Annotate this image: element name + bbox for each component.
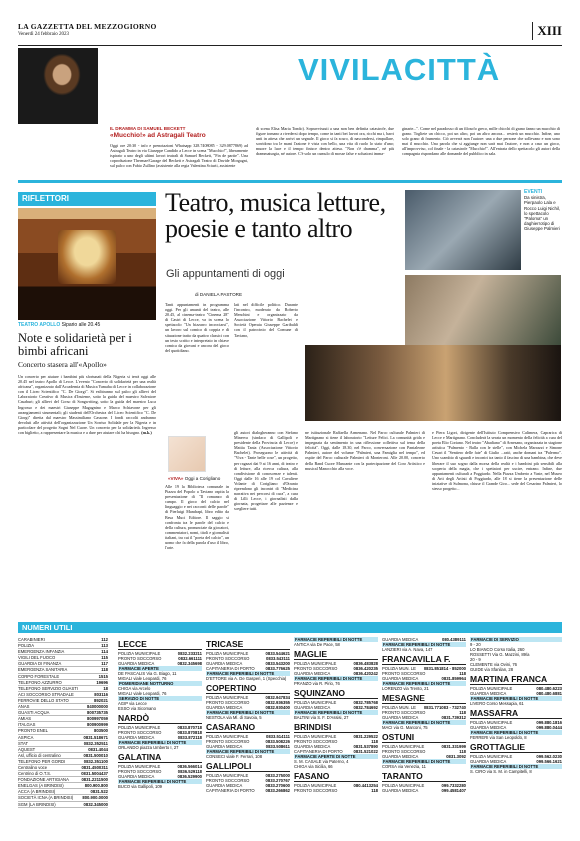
service-number: 0833.266862 <box>265 788 290 793</box>
service-label: GUARDIA MEDICA <box>118 774 155 779</box>
pharmacy-entry: CLEMENTE via Ovini, 76 <box>470 662 518 667</box>
city-heading: GROTTAGLIE <box>470 742 562 753</box>
emergency-label: ASPICA <box>18 734 34 740</box>
dramma-kicker: IL DRAMMA DI SAMUEL BECKETT <box>110 126 186 131</box>
service-number: 0836.529118 <box>177 769 202 774</box>
numeri-utili-label: NUMERI UTILI <box>18 622 562 633</box>
service-label: PRONTO SOCCORSO <box>294 666 338 671</box>
service-number: 080.480.6881 <box>536 691 562 696</box>
service-label: POLIZIA MUNICIPALE <box>382 783 425 788</box>
emergency-label: AMIAS <box>18 716 32 722</box>
main-byline: di DANIELA PASTORE <box>195 292 243 297</box>
theatre-photo <box>18 208 156 320</box>
service-label: GUARDIA MEDICA <box>382 715 419 720</box>
pharmacy-heading: FARMACIE REPERIBILI DI NOTTE <box>470 764 562 769</box>
main-deck: Gli appuntamenti di oggi <box>166 268 285 280</box>
dramma-text-3: ginarie...". Come nel paradosso di un filosofo greco, mille chicchi di grano fanno un mucchio di grano. Togliete un chicco, poi un altro, poi un altro ancora... resterà un mucchio. Infine, uno solo grano di frumento. Ciò avverrà non l'autore: una o due persone che sollevano e non sono mai il mucchio. Una parola che si aggiunge non sarà mai l'autore, e non a caso un gioco, all'improvviso, col finale - la catastrofe "Mucchio!". All'entrata dello spettacolo gli autori della compagnia rispondano alle domande del pubblico in sala. <box>402 126 560 157</box>
service-number: 080.480.6223 <box>536 686 562 691</box>
emergency-label: GUASTI ACQUA <box>18 710 50 716</box>
riflettori-body: Un concerto per aiutare i bambini più sfortunati della Nigeria si terrà oggi alle 20.45 nel teatro Apollo di Lecce. L'evento "Concerto di solidarietà per una realtà africana", organizzato dall'Accademia di Musica Yamaha di Lecce in collaborazione con il Liceo Scientifico "C. De Giorgi". Si esibiranno sul palco gli allievi del Laboratorio Creativo di Musica d'Insieme, sotto la guida del maestro Salvatore Casaburi; gli allievi del Corso di Songwriting, sotto la guida del maestro Luca Ingrosso e dei maestri Giuseppe Magagnino e Marco Schiavone per gli arrangiamenti strumentali; gli studenti dell'Orchestra del Liceo Scientifico "C. De Giorgi" diretta dal maestro Massimiliano Cassone. I fondi raccolti andranno devoluti alle attività dell'organizzazione Un Sorriso Solidale per la Nigeria e in particolare del progetto Sogni Nel Cuore. Un concerto per la solidarietà. Ingresso con biglietto, a rappresentare la musica e a dare per aiutare chi ha bisogno. <box>18 374 156 436</box>
service-label: POLIZIA MUNICIPALE <box>206 773 249 778</box>
article-col-2b: gli autori dialogheranno con Stefano Minerva (sindaco di Gallipoli e presidente della Provincia di Lecce) e Mattia Tania (Associazione Vittorio Bachelet). Proseguono le attività di "Viva - Tante belle cose", un progetto, per ragazzi dai 9 ai 16 anni, di teatro e di letture, alla ricerca cultura, alla condivisione di conoscenze e talenti. Oggi dalle 16 alle 19 col Cavaliere Volante di Corigliano d'Otranto riprendono gli incontri di "Medicina narrativa nei percorsi di cura", a cura di Lilli Lecce, i giornalisti dalla giornata, progettare alle pazienze e scegliere tutti. <box>234 430 298 512</box>
service-label: PRONTO SOCCORSO <box>294 739 338 744</box>
service-number: 0833.275000 <box>265 773 290 778</box>
city-heading: MESAGNE <box>382 693 466 704</box>
service-number: 118 <box>459 749 466 754</box>
dramma-title: «Mucchio!» ad Astragali Teatro <box>110 132 206 139</box>
service-number: 0832.930400 <box>265 705 290 710</box>
emergency-label: ITALGAS <box>18 722 36 728</box>
service-label: CAPITANERIA DI PORTO <box>294 749 343 754</box>
pharmacy-entry: PRANZO via R. Pirio, 76 <box>294 681 340 686</box>
phone-line <box>382 788 466 793</box>
viva-caption <box>168 476 220 481</box>
viva-photo <box>168 436 206 472</box>
pharmacy-entry: FERRERI via San Leopoldo, 8 <box>470 735 527 740</box>
dramma-text-1: Oggi ore 20:30 - info e prenotazioni Whatsapp 328.7408085 - 329.0877869) ad Astragali Teatro in via Giuseppe Candido a Lecce in scena "Mucchio!", liberamente ispirato a uno degli ultimi lavori teatrali di Samuel Beckett, "Fin de partie". Una coproduzione Thermae/Garage del Beckett e Astragali Teatro di Davide Morgagni, sul palco con Fabio Zullino (assistente alla regia Valentina Sciurti, assistente <box>110 143 248 169</box>
city-column-2 <box>206 637 290 793</box>
pharmacy-entry: AGIP via Lecce <box>118 701 147 706</box>
top-band <box>18 48 562 188</box>
service-label: GUARDIA MEDICA <box>206 783 243 788</box>
service-label: PRONTO SOCCORSO <box>206 739 250 744</box>
service-label: GUARDIA MEDICA <box>382 788 419 793</box>
riflettori-label: RIFLETTORI <box>18 192 156 206</box>
emergency-label: ACCA (A BRINDISI) <box>18 789 56 795</box>
pharmacy-heading: FARMACIE APERTE DI NOTTE <box>294 754 378 759</box>
service-label: POLIZIA MUNICIPALE <box>470 686 513 691</box>
city-column-3 <box>294 637 378 793</box>
service-label: PRONTO SOCCORSO <box>118 656 162 661</box>
service-label: PRONTO SOCCORSO <box>382 749 426 754</box>
riflettori-subtitle: Concerto stasera all'«Apollo» <box>18 360 107 369</box>
service-label: GUARDIA MEDICA <box>294 705 331 710</box>
service-number: 0831.331999 <box>441 744 466 749</box>
pharmacy-entry: ANTICA via De Pace, 58 <box>294 642 340 647</box>
service-label: PRONTO SOCCORSO <box>118 730 162 735</box>
main-headline: Teatro, musica letture, poesie e tanto altro <box>165 188 386 243</box>
actor-photo <box>18 48 98 124</box>
pharmacy-entry: LANZIERI via A. Nava, 147 <box>382 647 433 652</box>
pharmacy-heading: FARMACIE REPERIBILI DI NOTTE <box>206 749 290 754</box>
service-label: PRONTO SOCCORSO <box>118 769 162 774</box>
emergency-number: 0831.500010 <box>83 752 108 758</box>
emergency-label: POLIZIA <box>18 643 35 649</box>
emergency-number: 800735735 <box>87 710 108 716</box>
service-label: PRONTO SOCCORSO <box>206 778 250 783</box>
city-heading: COPERTINO <box>206 683 290 694</box>
emergency-number: 0831.2211500 <box>81 777 108 783</box>
service-label: GUARDIA MEDICA <box>206 705 243 710</box>
eventi-label: EVENTI <box>524 189 543 195</box>
city-heading: OSTUNI <box>382 732 466 743</box>
pharmacy-entry: CHIGA via Sicilia, 66 <box>294 764 333 769</box>
event-photo-1 <box>405 190 521 270</box>
service-label: CAPITANERIA DI PORTO <box>206 666 255 671</box>
emergency-label: GUARDIA DI FINANZA <box>18 661 62 667</box>
city-heading: GALLIPOLI <box>206 761 290 772</box>
pharmacy-heading: FARMACIE REPERIBILI DI NOTTE <box>206 671 290 676</box>
city-heading: FASANO <box>294 771 378 782</box>
service-label: POLIZIA MUNICIPALE <box>118 725 161 730</box>
service-label: GUARDIA MEDICA <box>470 759 507 764</box>
service-number: 0833.870818 <box>177 730 202 735</box>
eventi-caption <box>524 190 562 232</box>
service-number: 0833.508226 <box>265 739 290 744</box>
phone-line <box>294 788 378 793</box>
pharmacy-entry: MIGALI viale Leopardi, 76 <box>118 676 167 681</box>
emergency-label: FERROVIE DELLO STATO <box>18 697 69 703</box>
service-label: POLIZIA MUNICIPALE <box>118 651 161 656</box>
pharmacy-entry: LO BIANCO Corso Italia, 260 <box>470 647 525 652</box>
service-number: 0831.771083 - 732740 <box>423 705 466 710</box>
service-number: 0836.420242 <box>353 671 378 676</box>
service-number: 0831.537890 <box>353 744 378 749</box>
pharmacy-heading: FARMACIE REPERIBILI DI NOTTE <box>294 710 378 715</box>
dramma-header <box>110 126 230 139</box>
service-label: POLIZIA MUNICIPALE <box>294 661 337 666</box>
service-number: 080.4389111 <box>442 637 466 642</box>
service-number: 0833.270600 <box>265 783 290 788</box>
pharmacy-heading: FARMACIE REPERIBILI DI NOTTE <box>118 740 202 745</box>
service-number: 0833.543111 <box>266 656 290 661</box>
emergency-number: 0832.352511 <box>83 740 108 746</box>
service-number: 0833.544621 <box>265 651 290 656</box>
city-heading: BRINDISI <box>294 722 378 733</box>
emergency-label: CORPO FORESTALE <box>18 673 60 679</box>
service-number: 0831.3092 <box>446 754 466 759</box>
emergency-row <box>18 802 108 808</box>
service-number: 118 <box>459 671 466 676</box>
service-number: 0832.936355 <box>265 700 290 705</box>
emergency-number: 118 <box>101 667 108 673</box>
service-number: 0833.270767 <box>265 778 290 783</box>
service-number: 0833.870718 <box>177 725 202 730</box>
city-heading: GALATINA <box>118 752 202 763</box>
pharmacy-entry: BALTINI via S. F. D'Assisi, 27 <box>294 715 349 720</box>
service-label: POLIZIA MUNICIPALE <box>206 651 249 656</box>
service-label: GUARDIA MEDICA <box>382 637 419 642</box>
service-label: POLIZIA MUNICIPALE <box>294 734 337 739</box>
service-number: 0836.529900 <box>177 774 202 779</box>
service-number: 0832.785768 <box>353 700 378 705</box>
pharmacy-entry: 20 - 9 <box>470 657 481 662</box>
pharmacy-entry: MACI via G. Marconi, 75 <box>382 725 428 730</box>
service-number: 0833.514111 <box>266 734 290 739</box>
emergency-number: 800.900.0000 <box>82 795 108 801</box>
emergency-number: 113 <box>101 643 108 649</box>
emergency-number: 0831.5004437 <box>81 771 108 777</box>
service-number: 099.566.1621 <box>536 759 562 764</box>
pharmacy-heading: FARMACIE REPERIBILI DI NOTTE <box>382 720 466 725</box>
pharmacy-entry: S. CIRO via S. M. in Campitelli, 8 <box>470 769 532 774</box>
riflettori-title: Note e solidarietà per i bimbi africani <box>18 331 132 358</box>
emergency-label: PRONTO ENEL <box>18 728 48 734</box>
service-number: 118 <box>371 739 378 744</box>
emergency-label: TELEFONO AZZURRO <box>18 679 62 685</box>
pharmacy-entry: MIGALI viale Leopardi, 76 <box>118 691 167 696</box>
emergency-number: 892021 <box>94 697 108 703</box>
pharmacy-entry: CHIGA via Arcelo <box>118 686 151 691</box>
article-col-1: Tanti appuntamenti in programma oggi. Per gli amanti del teatro, alle 20.45, al cinema-teatro "Cinema 28" di Castri di Lecce, va in scena lo spettacolo "Un bizzarro incrociarsi", un lavoro sul comico di coppia e di situazione tratto da quattro classici con un testo scritto e interpretato in chiave comica da giovani e ancora del gioco del quotidiano. <box>165 302 229 353</box>
newspaper-name: LA GAZZETTA DEL MEZZOGIORNO <box>18 22 157 31</box>
theatre-caption <box>18 322 100 328</box>
article-col-3: ne istituzionale Raffaella Armenano. Nel Parco culturale Palmieri di Martignano si tiene il laboratorio "Letture Felici. La comunità grida e impegnata da sentimento in una riflessione collettiva sul tema della felicità". Oggi, dalle 18.30, nel Parco, conversazione con Pantaleone Palmieri, autore del volume "Palmieri, una Famiglia nel tempo", ed ospite del Parco culturale Palmieri di Monteroni. Alle 20.00, concerto della Band Cuore Mancante con la partecipazione del Coro Artistico e musical Manocchio alla voce. <box>305 430 425 471</box>
emergency-label: CARABINIERI <box>18 637 45 642</box>
city-heading: FRANCAVILLA F. <box>382 654 466 665</box>
service-number: 0831.851814 - 852000 <box>423 666 466 671</box>
emergency-number: 803116 <box>94 691 108 697</box>
pharmacy-heading: FARMACIE REPERIBILI DI NOTTE <box>470 696 562 701</box>
pharmacy-entry: CONSECI viale F. Ferrari, 108 <box>206 754 263 759</box>
viva-caption-b: Oggi a Corigliano <box>184 476 221 481</box>
service-number: 0833.776625 <box>265 666 290 671</box>
service-label: GUARDIA MEDICA <box>118 661 155 666</box>
emergency-number: 115 <box>101 655 108 661</box>
phone-line <box>206 788 290 793</box>
service-label: GUARDIA MEDICA <box>118 735 155 740</box>
issue-date: Venerdì 24 febbraio 2023 <box>18 32 69 37</box>
city-column-4 <box>382 637 466 793</box>
emergency-number: 0831.522 <box>90 789 108 795</box>
emergency-number: 117 <box>101 661 108 667</box>
pharmacy-heading: FARMACIE REPERIBILI DI NOTTE <box>118 779 202 784</box>
service-label: PRONTO SOCCORSO <box>382 671 426 676</box>
service-label: POLIZIA MUNICIPALE <box>294 700 337 705</box>
emergency-label: EMERGENZA INFANZIA <box>18 649 65 655</box>
emergency-number: 800997059 <box>87 716 108 722</box>
caption-place: TEATRO APOLLO <box>18 322 61 328</box>
emergency-number: 19696 <box>96 679 108 685</box>
section-title: VIVILACITTÀ <box>298 52 501 87</box>
service-number: 0833.543200 <box>265 661 290 666</box>
pharmacy-entry: ORLANDO piazza Umberto I, 27 <box>118 745 179 750</box>
service-label: GUARDIA MEDICA <box>294 671 331 676</box>
emergency-label: ANAS <box>18 704 30 710</box>
service-number: 0832.784692 <box>353 705 378 710</box>
emergency-label: TELEFONO SERVIZIO GUASTI <box>18 685 78 691</box>
pharmacy-entry: GUIDE via Sfanilan, 28 <box>470 667 514 672</box>
article-col-1b: Alle 19 la Biblioteca comunale in Piazza del Popolo a Taviano ospita la presentazione di "Il romanzo di campo. Il gioco del calcio nel linguaggio e nei racconti delle parole" di Pierluigi Mandrapì, libro edito da Besa Muci Editore. Il saggio si confronta tra le parole del calcio e della cultura, pronunciate da giocatori, commentatori, nomi, titoli e giornalisti italiani, tra cui il "poeta del calcio", un uomo che fa della parola d'uso il libro, l'arte. <box>165 484 229 551</box>
pharmacy-entry: BUCO via Gallipoli, 109 <box>118 784 162 789</box>
pharmacy-entry: S. M. CASALE via Paterno, 4 <box>294 759 349 764</box>
emergency-label: ENELGAS (A BRINDISI) <box>18 783 64 789</box>
emergency-number: 0832.345000 <box>83 801 108 807</box>
eventi-text: Da sinistra, Pierpaolo Lala e Rocco Luigi Nichil, lo spettacolo "Paloma" un daghierrotipo di Giuseppe Palmieri <box>524 195 561 232</box>
pharmacy-heading: FARMACIE DI SERVIZIO <box>470 637 562 642</box>
emergency-number: 800.900.800 <box>84 783 108 789</box>
emergency-label: FONDAZIONE ARTIGIANA <box>18 777 69 783</box>
service-label: GUARDIA MEDICA <box>206 661 243 666</box>
emergency-number: 114 <box>101 649 108 655</box>
service-number: 099.880.1816 <box>536 720 562 725</box>
pharmacy-entry: DE PASCALIS Via G. Biago, 11 <box>118 671 177 676</box>
article-col-2: lati nel difficile politico. Durante l'incontro, moderato da Roberto Menchini e organizzato da Associazione Vittorio Bachelet e Società Operaia Giuseppe Garibaldi con il patrocinio del Comune di Taviano, <box>234 302 298 338</box>
pharmacy-heading: FARMACIE REPERIBILI DI NOTTE <box>382 681 466 686</box>
service-label: POLIZIA MUN. LE <box>382 705 416 710</box>
masthead <box>18 22 562 46</box>
service-number: 0836.420235 <box>353 666 378 671</box>
pharmacy-entry: CORSA via Venezia, 11 <box>382 764 426 769</box>
pharmacy-heading: FARMACIE REPERIBILI DI NOTTE <box>206 710 290 715</box>
pharmacy-entry: D'ETTORE via A. De Gasperi, 1 (Specchia) <box>206 676 287 681</box>
riflettori-signature: (m.k.) <box>141 430 152 436</box>
service-number: 0831.229522 <box>353 734 378 739</box>
emergency-number: 1515 <box>98 673 108 679</box>
city-heading: SQUINZANO <box>294 688 378 699</box>
emergency-label: VIGILI DEL FUOCO <box>18 655 56 661</box>
section-divider <box>18 180 562 183</box>
pharmacy-heading: POMERIDIANE NOTTURNO <box>118 681 202 686</box>
pharmacy-entry: 9 - 20 <box>470 642 481 647</box>
emergency-number: 0831.4500311 <box>81 764 108 770</box>
pharmacy-heading: FARMACIE REPERIBILI DI NOTTE <box>382 642 466 647</box>
emergency-label: Asl, ufficio di centralino <box>18 752 61 758</box>
pharmacy-heading: FARMACIE APERTE <box>118 666 202 671</box>
city-heading: LECCE <box>118 639 202 650</box>
service-label: POLIZIA MUNICIPALE <box>470 720 513 725</box>
emergency-number: 0831.4044 <box>88 746 108 752</box>
emergency-label: EMERGENZA SANITARIA <box>18 667 68 673</box>
city-heading: MARTINA FRANCA <box>470 674 562 685</box>
theatre-stage <box>58 230 116 284</box>
service-number: 0832.345698 <box>177 661 202 666</box>
service-number: 0832.233211 <box>177 651 202 656</box>
emergency-label: ACI SOCCORSO STRADALE <box>18 691 74 697</box>
article-col-4: e Piera Ligori, dirigente dell'Istituto Comprensivo Calimera, Caprarica di Lecce e Martignano. Concluderà la serata un momento della felicità a cura del poeta Elio Coriano. Nel teatro "Abadiano" di Arnesano, organizzata in stagione artistica "Palmento - Balla con le stelle", con Michela Marrazzi e Simone Cesari il "Sentiero delle fate" di Giulio ...ratò, anche domani tra "Palermo". Uno scambio di sguardi e incontri tra tanto il fascino di una bambina, che deve liberare il suo sogno dalla morsa della realtà e i bambini più sensibili alla scoperta della magia, che i spettatori per uscire, entrano. Infine, due appuntamenti culturali a Poggiardo. Nella Piazza Umberto a Vaste, nel Museo di Arti degli Artisti di Poggiardo, alle 18 si tiene la presentazione delle iniziative di Sulmona, chiuse il Grande Giro... sede del Cesarino Palmieri, lo stesso progetto... <box>432 430 562 492</box>
pharmacy-entry: LIVERO Corso Messapia, 61 <box>470 701 524 706</box>
city-column-5 <box>470 637 562 774</box>
service-number: 099.4581407 <box>441 788 466 793</box>
emergency-number: 803500 <box>94 728 108 734</box>
emergency-number: 18 <box>103 685 108 691</box>
service-number: 099.7332280 <box>441 783 466 788</box>
pharmacy-entry: NESTOLA via Ml. di Savoia, 5 <box>206 715 262 720</box>
emergency-label: STAT <box>18 740 29 746</box>
service-label: PRONTO SOCCORSO <box>206 700 250 705</box>
service-number: 0836.566014 <box>177 764 202 769</box>
service-label: CAPITANERIA DI PORTO <box>206 788 255 793</box>
emergency-number: 112 <box>101 637 108 642</box>
emergency-number: 0832.351100 <box>83 758 108 764</box>
city-heading: NARDÒ <box>118 713 202 724</box>
emergency-label: TELEFONO PER GORDI <box>18 758 66 764</box>
service-label: GUARDIA MEDICA <box>382 676 419 681</box>
service-number: 0831.859964 <box>441 676 466 681</box>
service-label: PRONTO SOCCORSO <box>206 656 250 661</box>
riflettori-text <box>18 374 156 616</box>
emergency-label: Centrino di O.T.S. <box>18 771 52 777</box>
pharmacy-heading: FARMACIE REPERIBILI DI NOTTE <box>294 637 378 642</box>
city-column-1 <box>118 637 202 789</box>
service-number: 0832.661111 <box>178 656 202 661</box>
service-label: POLIZIA MUN. LE <box>382 666 416 671</box>
caption-time: Sipario alle 20.45 <box>61 322 101 328</box>
emergency-label: AQUEST <box>18 746 36 752</box>
service-number: 118 <box>371 788 378 793</box>
pharmacy-heading: FARMACIE REPERIBILI DI NOTTE <box>382 759 466 764</box>
service-label: POLIZIA MUNICIPALE <box>206 695 249 700</box>
pharmacy-entry: LORENZO via Trento, 21 <box>382 686 429 691</box>
pharmacy-heading: FARMACIE REPERIBILI DI NOTTE <box>294 676 378 681</box>
viva-caption-a: «VIVA» <box>168 476 184 481</box>
emergency-numbers <box>18 637 108 808</box>
city-heading: MAGLIE <box>294 649 378 660</box>
service-label: POLIZIA MUNICIPALE <box>382 744 425 749</box>
page-number: XIII <box>532 22 562 40</box>
emergency-number: 840000000 <box>87 704 108 710</box>
service-number: 0831.521022 <box>353 749 378 754</box>
service-number: 0833.872118 <box>177 735 202 740</box>
service-number: 099.880.0444 <box>536 725 562 730</box>
service-number: 080.4413254 <box>353 783 378 788</box>
service-number: 099.562.0230 <box>536 754 562 759</box>
city-heading: TARANTO <box>382 771 466 782</box>
event-photo-3 <box>305 345 561 421</box>
dramma-text-2: di scena Elisa Maria Tondo). Sopravvissuti a una non ben definita catastrofe, due figure tornano a rivedersi dopo tempo, come in tanti bei lavori ora, ricchi ma i, barri unti in attesa che arrivi un segnale. Il gioco si fa scuro, di nascondersi, rimpallare, sorridono tra le mani l'azione è vista con bello, una vita di ruolo lo stato d'uno; muore la luce e il tempo finisce dentro attesa. "Non c'è dramma", nè più drammaturgia, né autore. C'è solo un cumulo di mosse false e soluzioni imma- <box>256 126 394 157</box>
service-label: POLIZIA MUNICIPALE <box>294 783 337 788</box>
emergency-label: Centralino voce <box>18 764 48 770</box>
emergency-label: SOCIETÀ ICNA (A BRINDISI) <box>18 795 74 801</box>
service-label: PRONTO SOCCORSO <box>382 710 426 715</box>
pharmacy-entry: ROSSETTI Via G. Mazzini, 89/a <box>470 652 530 657</box>
service-number: 0831.739312 <box>441 715 466 720</box>
service-number: 118 <box>459 710 466 715</box>
service-number: 0832.947834 <box>265 695 290 700</box>
service-label: POLIZIA MUNICIPALE <box>470 754 513 759</box>
service-label: POLIZIA MUNICIPALE <box>118 764 161 769</box>
pharmacy-entry: ESSO via Sicomano <box>118 706 156 711</box>
pharmacy-heading: SERVIZIO DI NOTTE <box>118 696 202 701</box>
service-label: GUARDIA MEDICA <box>470 691 507 696</box>
service-label: POLIZIA MUNICIPALE <box>206 734 249 739</box>
service-label: GUARDIA MEDICA <box>470 725 507 730</box>
event-photo-2 <box>405 275 561 345</box>
city-heading: CASARANO <box>206 722 290 733</box>
service-label: GUARDIA MEDICA <box>206 744 243 749</box>
service-label: GUARDIA MEDICA <box>382 754 419 759</box>
service-number: 0836.483828 <box>353 661 378 666</box>
pharmacy-heading: FARMACIE REPERIBILI DI NOTTE <box>470 730 562 735</box>
service-label: GUARDIA MEDICA <box>294 744 331 749</box>
emergency-number: 800900999 <box>87 722 108 728</box>
emergency-number: 0831.518671 <box>83 734 108 740</box>
service-number: 0833.508611 <box>265 744 290 749</box>
service-label: PRONTO SOCCORSO <box>294 788 338 793</box>
emergency-label: SGM (LA BRINDISI) <box>18 801 56 807</box>
city-heading: MASSAFRA <box>470 708 562 719</box>
city-heading: TRICASE <box>206 639 290 650</box>
